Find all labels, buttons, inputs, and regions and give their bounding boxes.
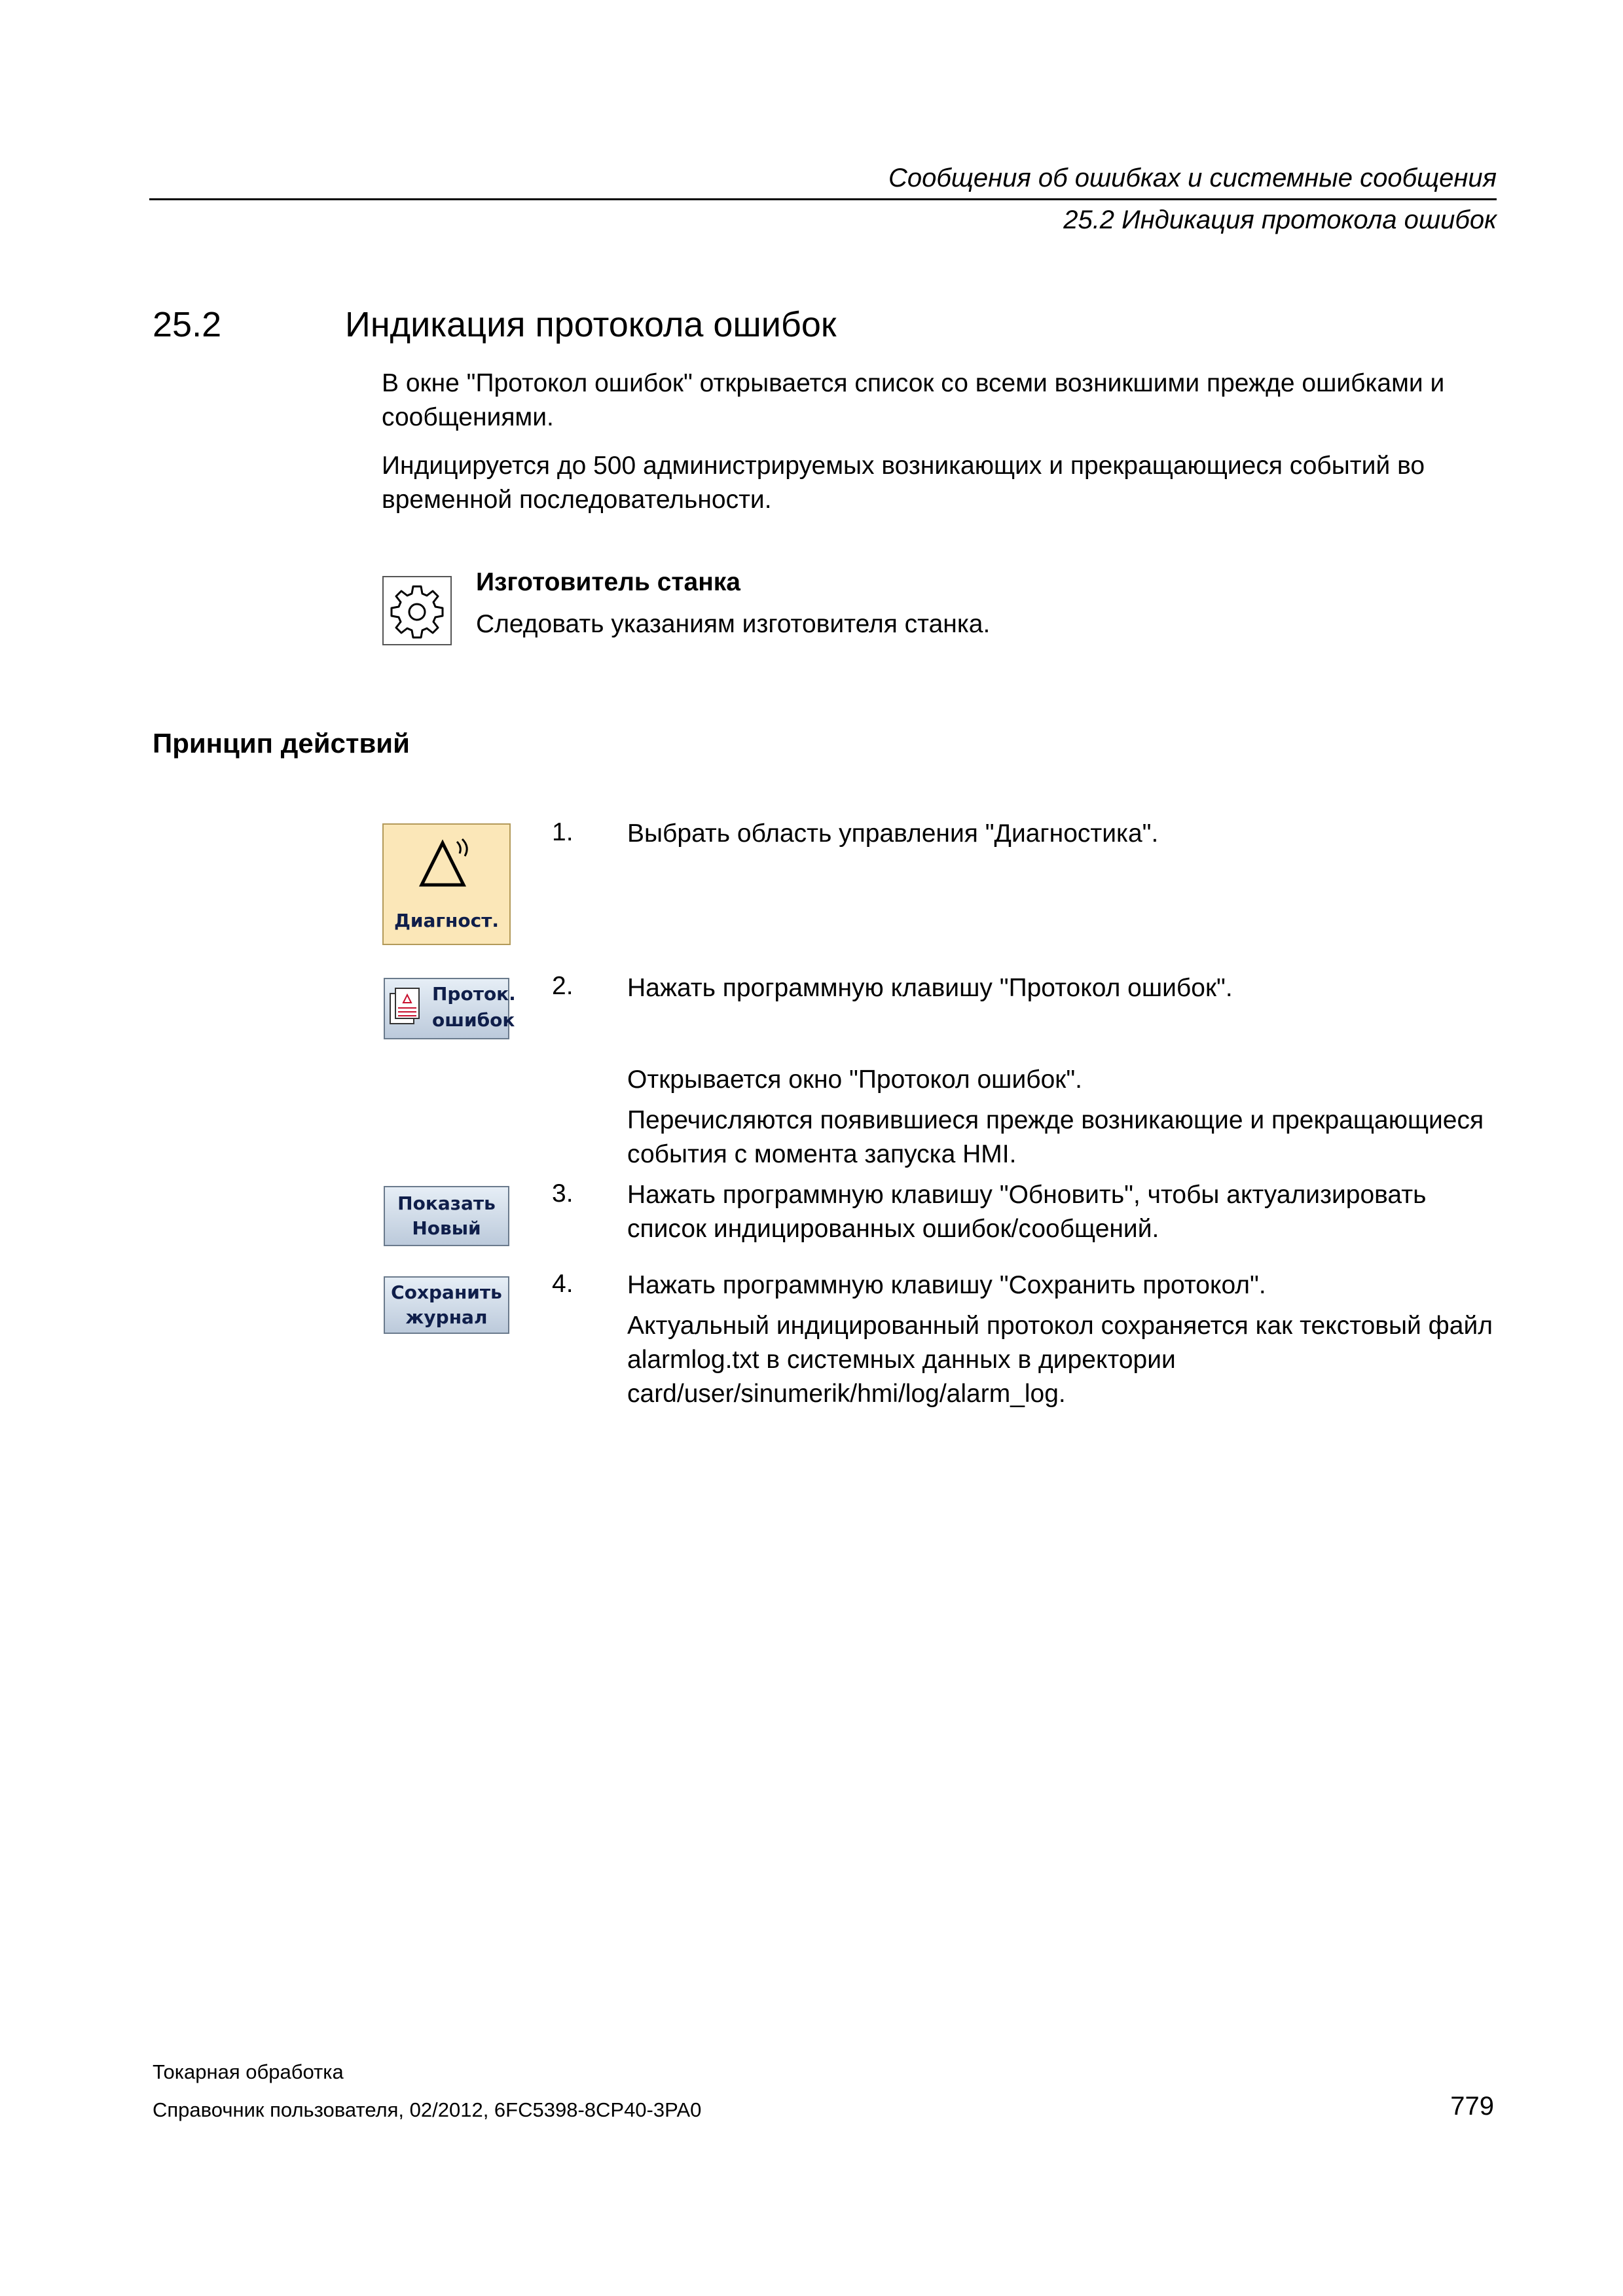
step-3-text: Нажать программную клавишу "Обновить", чтобы актуализировать список индицированных ошибок/сообщений.: [627, 1181, 1427, 1243]
alarm-protocol-softkey-label-2: ошибок: [432, 1009, 515, 1031]
step-2-number: 2.: [552, 972, 574, 1000]
step-4-number: 4.: [552, 1270, 574, 1298]
save-log-softkey[interactable]: [384, 1276, 509, 1334]
running-header-chapter: Сообщения об ошибках и системные сообщения: [888, 164, 1497, 192]
step-4-text: Нажать программную клавишу "Сохранить протокол".: [627, 1271, 1266, 1299]
show-new-softkey[interactable]: [384, 1186, 509, 1246]
step-1-number: 1.: [552, 818, 574, 846]
diagnostics-softkey[interactable]: [382, 823, 511, 945]
step-1-text: Выбрать область управления "Диагностика".: [627, 819, 1159, 848]
step-4-result: Актуальный индицированный протокол сохраняется как текстовый файл alarmlog.txt в системных данных в директории card/user/sinumerik/hmi/log/alarm_log.: [627, 1312, 1493, 1408]
intro-paragraph-1: В окне "Протокол ошибок" открывается список со всеми возникшими прежде ошибками и сообщениями.: [382, 369, 1445, 431]
step-3-number: 3.: [552, 1179, 574, 1208]
alarm-protocol-softkey[interactable]: [384, 978, 516, 1039]
step-2-result-1: Открывается окно "Протокол ошибок".: [627, 1066, 1083, 1094]
footer-product: Токарная обработка: [153, 2060, 344, 2083]
show-new-softkey-label-1: Показать: [397, 1193, 496, 1214]
warning-triangle-icon: [418, 836, 478, 897]
intro-paragraph-2: Индицируется до 500 администрируемых возникающих и прекращающиеся событий во временной последовательности.: [382, 452, 1425, 514]
gear-icon: [382, 576, 452, 645]
show-new-softkey-label-2: Новый: [412, 1217, 481, 1239]
header-rule: [149, 198, 1497, 200]
note-title: Изготовитель станка: [476, 568, 740, 596]
running-header-section: 25.2 Индикация протокола ошибок: [1063, 206, 1497, 234]
note-text: Следовать указаниям изготовителя станка.: [476, 610, 991, 638]
diagnostics-softkey-label: Диагност.: [393, 910, 500, 931]
section-number: 25.2: [153, 305, 222, 344]
procedure-heading: Принцип действий: [153, 728, 410, 759]
section-title: Индикация протокола ошибок: [345, 305, 837, 344]
alarm-protocol-softkey-label-1: Проток.: [432, 983, 516, 1005]
save-log-softkey-label-1: Сохранить: [391, 1282, 502, 1303]
step-2-text: Нажать программную клавишу "Протокол ошибок".: [627, 974, 1233, 1002]
save-log-softkey-label-2: журнал: [405, 1306, 488, 1328]
step-2-result-2: Перечисляются появившиеся прежде возникающие и прекращающиеся события с момента запуска HMI.: [627, 1106, 1484, 1168]
document-list-icon: [389, 987, 423, 1028]
footer-manual-info: Справочник пользователя, 02/2012, 6FC5398-8CP40-3PA0: [153, 2098, 702, 2121]
page-number: 779: [1450, 2092, 1494, 2121]
